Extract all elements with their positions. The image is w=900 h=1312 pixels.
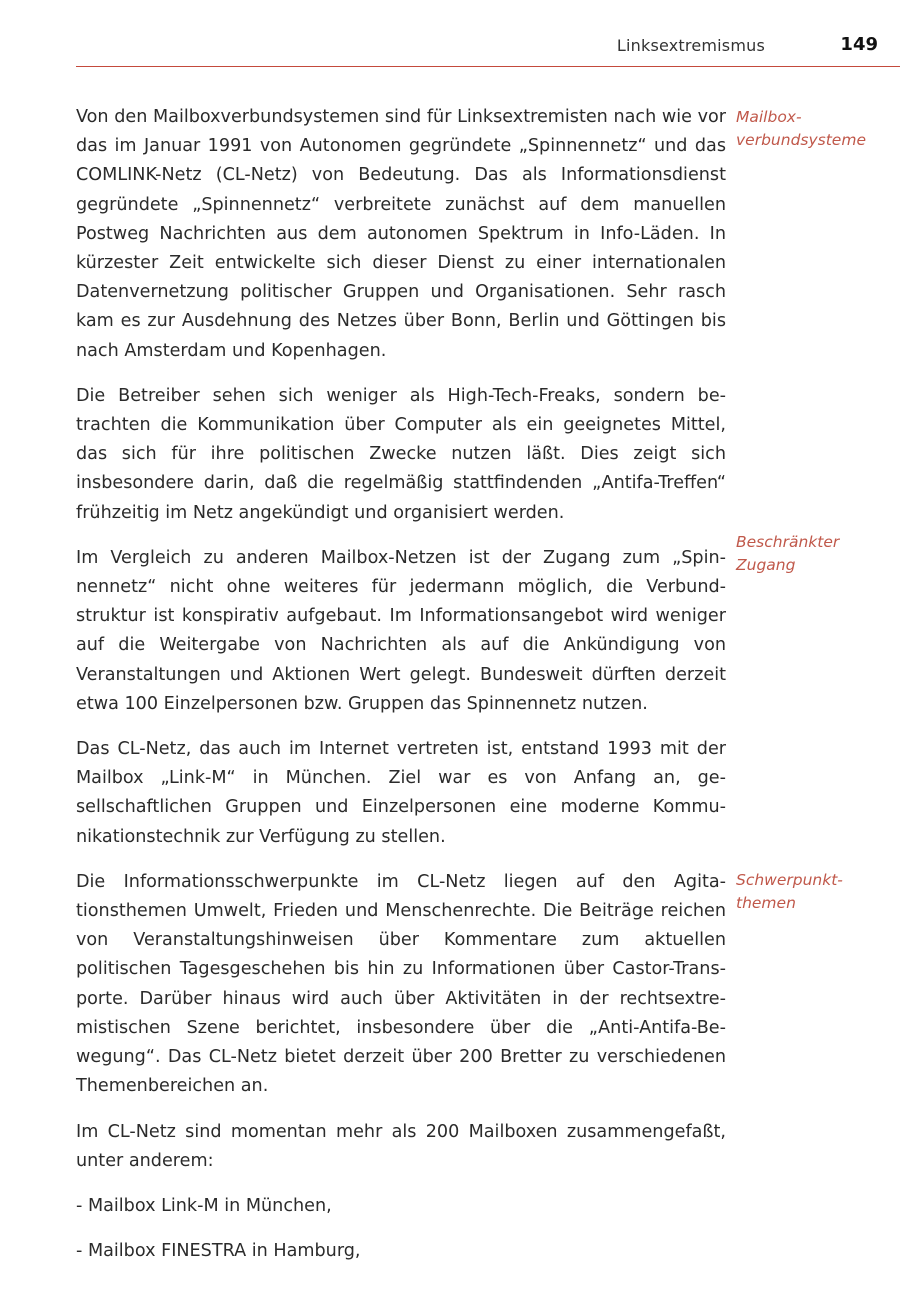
paragraph-mailbox-systems: Von den Mailboxverbundsystemen sind für Linksextremisten nach wie vor das im Januar 1991 von Autonomen gegründete „Spinnennetz“ und das COMLINK-Netz (CL-Netz) von Bedeutung. Das als Informationsdienst gegründete „Spinnennetz“ verbreitete zunächst auf dem manuellen Postweg Nachrichten aus dem autonomen Spektrum in Info-Läden. In kürzester Zeit entwickelte sich dieser Dienst zu einer internationalen Datenvernetzung politischer Gruppen und Organisationen. Sehr rasch kam es zur Ausdehnung des Netzes über Bonn, Berlin und Göttingen bis nach Amsterdam und Kopenhagen. (76, 107, 726, 361)
header-rule (76, 66, 900, 67)
body-text (76, 103, 726, 1282)
paragraph-mailbox-count: Im CL-Netz sind momentan mehr als 200 Mailboxen zusammengefaßt, unter anderem: (76, 1121, 726, 1171)
paragraph-cl-netz: Das CL-Netz, das auch im Internet vertreten ist, entstand 1993 mit der Mailbox „Link-M“ in München. Ziel war es von Anfang an, gesellschaftlichen Gruppen und Einzelpersonen eine moderne Kommunikationstechnik zur Verfügung zu stellen. (76, 739, 726, 847)
margin-note-focus-topics: Schwerpunkt-themen (736, 871, 843, 912)
paragraph-restricted-access: Im Vergleich zu anderen Mailbox-Netzen ist der Zugang zum „Spinnennetz“ nicht ohne weiteres für jedermann möglich, die Verbundstruktur ist konspirativ aufgebaut. Im Informationsangebot wird weniger auf die Weitergabe von Nachrichten als auf die Ankündigung von Veranstaltungen und Aktionen Wert gelegt. Bundesweit dürften derzeit etwa 100 Einzelpersonen bzw. Gruppen das Spinnennetz nutzen. (76, 547, 726, 714)
paragraph-operators: Die Betreiber sehen sich weniger als High-Tech-Freaks, sondern betrachten die Kommunikation über Computer als ein geeignetes Mittel, das sich für ihre politischen Zwecke nutzen läßt. Dies zeigt sich insbesondere darin, daß die regelmäßig stattfindenden „Antifa-Treffen“ frühzeitig im Netz angekündigt und organisiert werden. (76, 385, 726, 523)
page-header (76, 28, 900, 68)
list-item: - Mailbox FINESTRA in Hamburg, (76, 1241, 361, 1262)
running-title: Linksextremismus (616, 36, 765, 55)
paragraph-focus-topics: Die Informationsschwerpunkte im CL-Netz liegen auf den Agitationsthemen Umwelt, Frieden und Menschenrechte. Die Beiträge reichen von Veranstaltungshinweisen über Kommentare zum aktuellen politischen Tagesgeschehen bis hin zu Informationen über Castor-Transporte. Darüber hinaus wird auch über Aktivitäten in der rechtsextremistischen Szene berichtet, insbesondere über die „Anti-Antifa-Bewegung“. Das CL-Netz bietet derzeit über 200 Bretter zu verschiedenen Themenbereichen an. (76, 871, 726, 1097)
margin-note-restricted-access: Beschränkter Zugang (736, 533, 840, 574)
margin-note-mailbox-systems: Mailbox-verbundsysteme (736, 108, 866, 149)
list-item: - Mailbox Link-M in München, (76, 1195, 332, 1216)
page-number: 149 (840, 34, 878, 55)
